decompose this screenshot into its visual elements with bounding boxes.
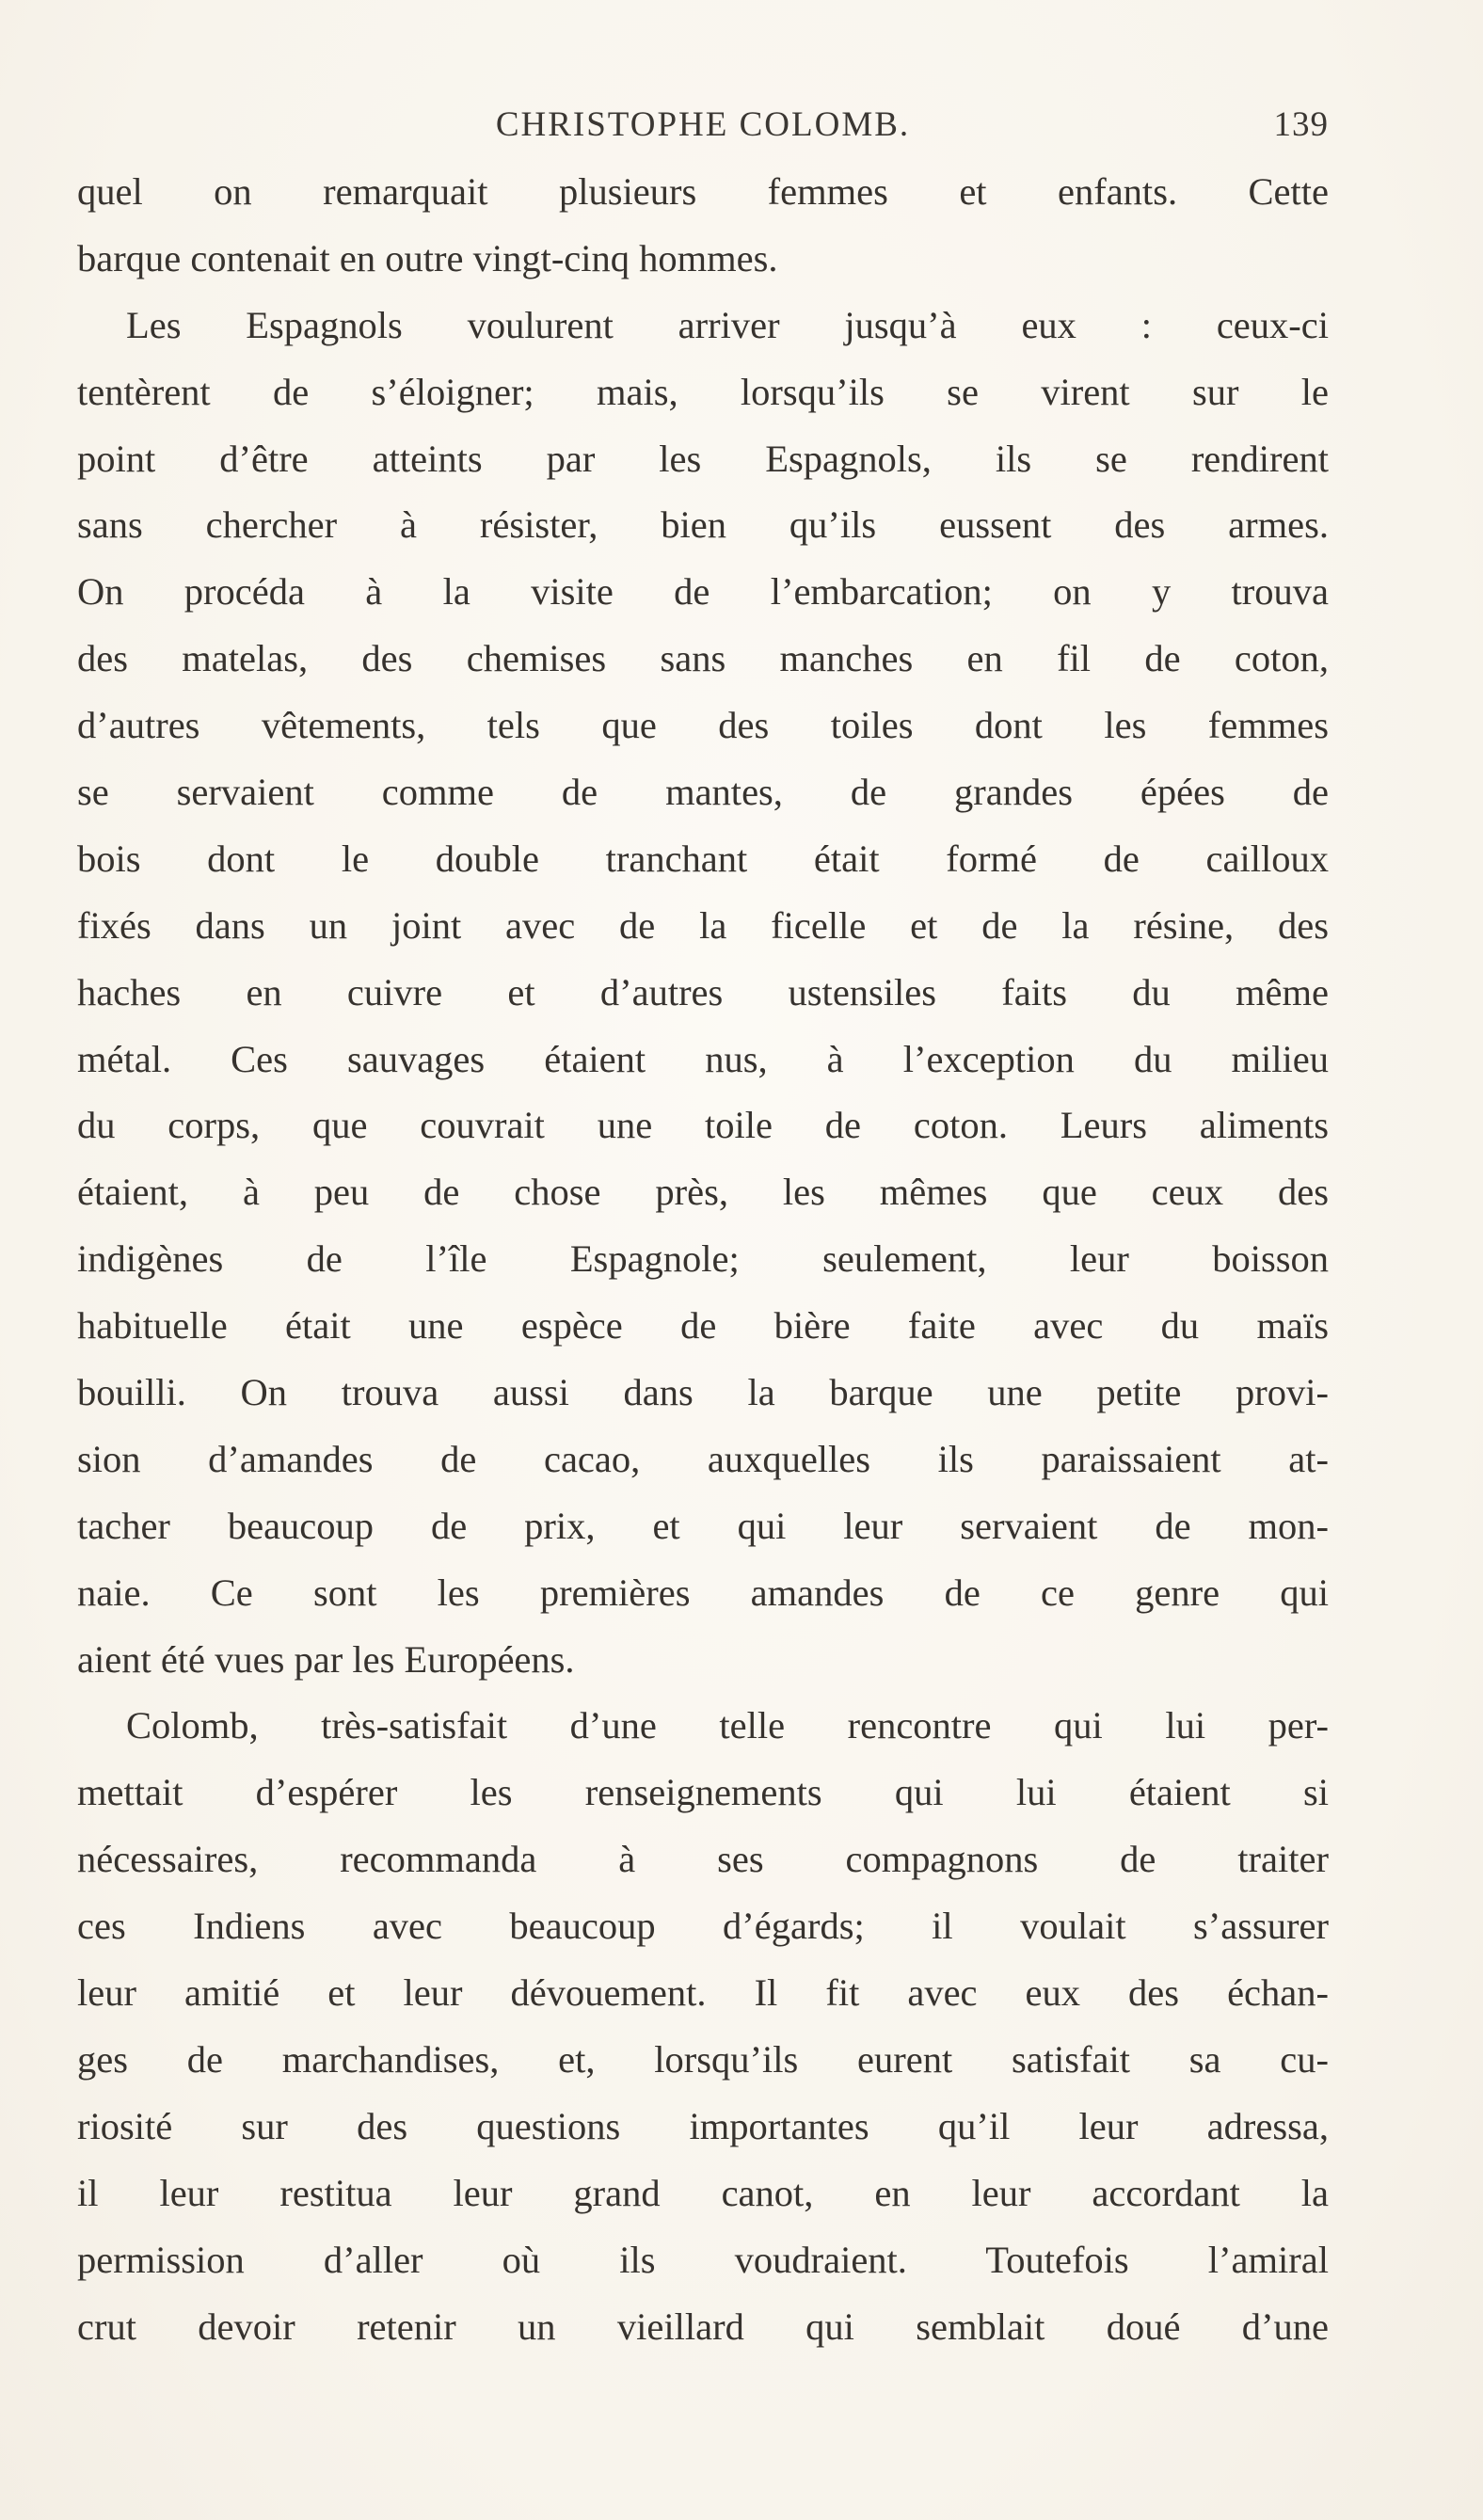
text-line: se servaient comme de mantes, de grandes épées de — [77, 771, 1329, 814]
text-line: sans chercher à résister, bien qu’ils eussent des armes. — [77, 503, 1329, 547]
text-line: habituelle était une espèce de bière faite avec du maïs — [77, 1304, 1329, 1348]
text-line: nécessaires, recommanda à ses compagnons de traiter — [77, 1838, 1329, 1881]
text-line: riosité sur des questions importantes qu’il leur adressa, — [77, 2104, 1329, 2147]
text-line: tentèrent de s’éloigner; mais, lorsqu’ils se virent sur le — [77, 370, 1329, 413]
text-line: quel on remarquait plusieurs femmes et enfants. Cette — [77, 170, 1329, 213]
text-line: permission d’aller où ils voudraient. Toutefois l’amiral — [77, 2238, 1329, 2281]
text-line: mettait d’espérer les renseignements qui lui étaient si — [77, 1771, 1329, 1814]
page-number: 139 — [1273, 105, 1329, 144]
text-line: sion d’amandes de cacao, auxquelles ils paraissaient at- — [77, 1437, 1329, 1480]
text-line: ces Indiens avec beaucoup d’égards; il voulait s’assurer — [77, 1905, 1329, 1948]
text-line: bois dont le double tranchant était formé de cailloux — [77, 837, 1329, 880]
body-text — [77, 159, 1329, 2360]
text-line: il leur restitua leur grand canot, en leur accordant la — [77, 2171, 1329, 2214]
text-line: naie. Ce sont les premières amandes de ce genre qui — [77, 1571, 1329, 1614]
text-line: Les Espagnols voulurent arriver jusqu’à eux : ceux-ci — [126, 303, 1329, 346]
text-line: point d’être atteints par les Espagnols, ils se rendirent — [77, 437, 1329, 480]
text-line: bouilli. On trouva aussi dans la barque une petite provi- — [77, 1371, 1329, 1414]
text-line: crut devoir retenir un vieillard qui semblait doué d’une — [77, 2305, 1329, 2348]
page-header — [77, 102, 1329, 149]
text-line: On procéda à la visite de l’embarcation; on y trouva — [77, 570, 1329, 614]
text-line: des matelas, des chemises sans manches en fil de coton, — [77, 637, 1329, 680]
text-line: aient été vues par les Européens. — [77, 1637, 575, 1681]
text-line: indigènes de l’île Espagnole; seulement, leur boisson — [77, 1237, 1329, 1281]
text-line: tacher beaucoup de prix, et qui leur servaient de mon- — [77, 1504, 1329, 1547]
text-line: fixés dans un joint avec de la ficelle et de la résine, des — [77, 903, 1329, 947]
running-title: CHRISTOPHE COLOMB. — [495, 105, 911, 144]
text-line: du corps, que couvrait une toile de coton. Leurs aliments — [77, 1104, 1329, 1147]
text-line: leur amitié et leur dévouement. Il fit avec eux des échan- — [77, 1971, 1329, 2015]
text-line: métal. Ces sauvages étaient nus, à l’exception du milieu — [77, 1037, 1329, 1080]
text-line: Colomb, très-satisfait d’une telle rencontre qui lui per- — [126, 1704, 1329, 1747]
text-line: barque contenait en outre vingt-cinq hommes. — [77, 236, 778, 279]
text-line: ges de marchandises, et, lorsqu’ils eurent satisfait sa cu- — [77, 2037, 1329, 2081]
text-line: haches en cuivre et d’autres ustensiles faits du même — [77, 970, 1329, 1013]
text-line: étaient, à peu de chose près, les mêmes que ceux des — [77, 1171, 1329, 1214]
text-line: d’autres vêtements, tels que des toiles dont les femmes — [77, 704, 1329, 747]
